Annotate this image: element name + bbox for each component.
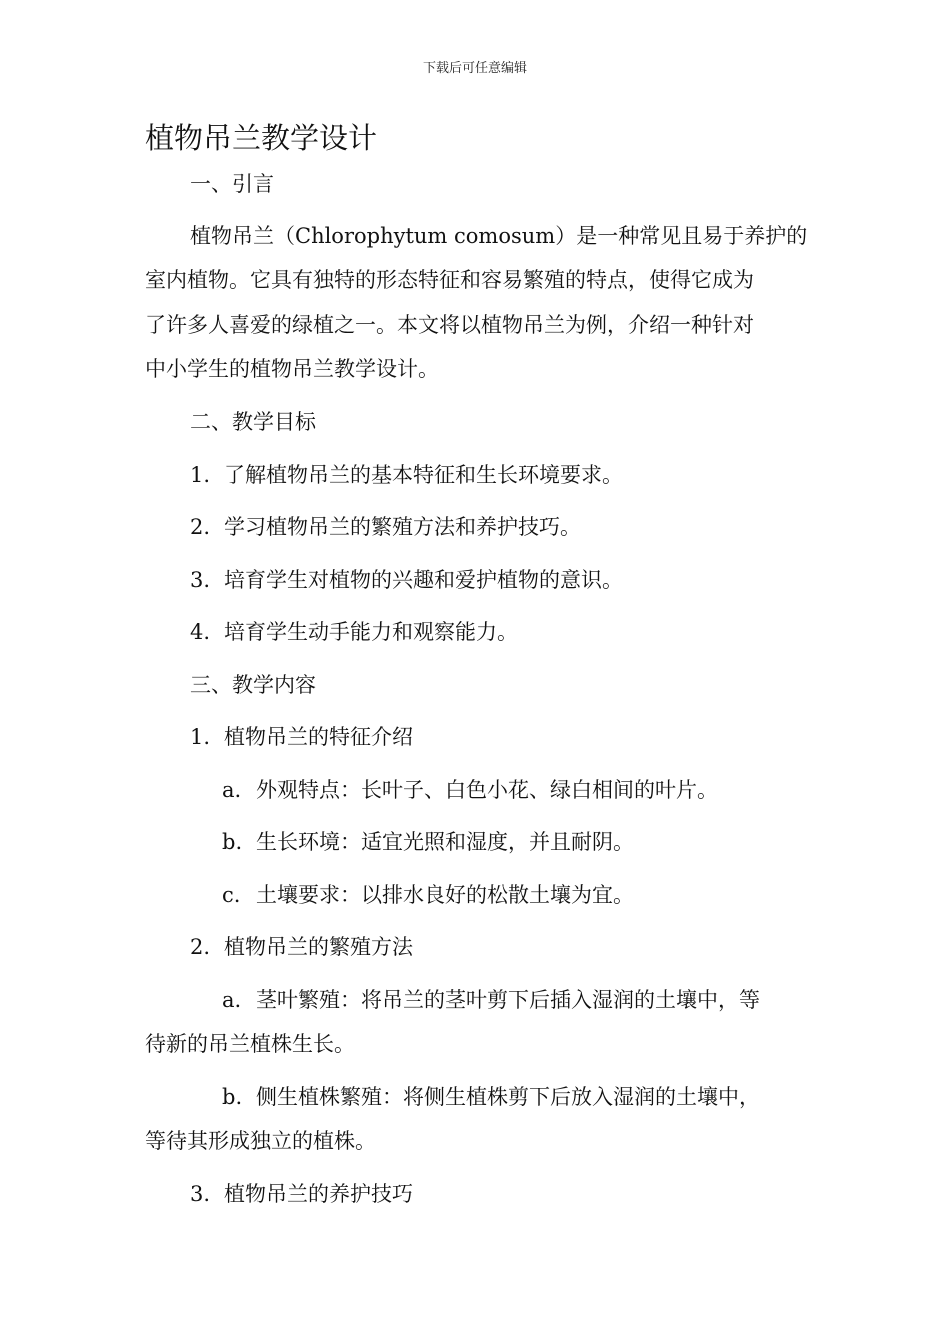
content-text: 植物吊兰的特征介绍	[224, 725, 413, 749]
intro-line-1: 植物吊兰（Chlorophytum comosum）是一种常见且易于养护的	[190, 224, 808, 248]
section-heading-intro: 一、引言	[190, 172, 274, 196]
feature-item-a	[222, 776, 718, 804]
propagation-text: 侧生植株繁殖：将侧生植株剪下后放入湿润的土壤中，	[256, 1085, 760, 1109]
propagation-item-b-line-1	[222, 1083, 760, 1111]
content-number: 3.	[190, 1182, 211, 1206]
feature-item-c	[222, 881, 634, 909]
content-number: 1.	[190, 725, 211, 749]
content-item-3	[190, 1180, 413, 1208]
section-heading-content: 三、教学内容	[190, 673, 316, 697]
feature-letter: b.	[222, 830, 243, 854]
content-item-2	[190, 933, 413, 961]
goal-text: 培育学生动手能力和观察能力。	[224, 620, 518, 644]
goal-item-3	[190, 566, 623, 594]
feature-text: 外观特点：长叶子、白色小花、绿白相间的叶片。	[256, 778, 718, 802]
goal-text: 了解植物吊兰的基本特征和生长环境要求。	[224, 463, 623, 487]
propagation-item-b-line-2: 等待其形成独立的植株。	[145, 1129, 376, 1153]
goal-number: 2.	[190, 515, 211, 539]
goal-number: 3.	[190, 568, 211, 592]
propagation-text: 茎叶繁殖：将吊兰的茎叶剪下后插入湿润的土壤中，等	[256, 988, 760, 1012]
content-text: 植物吊兰的养护技巧	[224, 1182, 413, 1206]
intro-line-4: 中小学生的植物吊兰教学设计。	[145, 357, 439, 381]
intro-line-2: 室内植物。它具有独特的形态特征和容易繁殖的特点，使得它成为	[145, 268, 754, 292]
goal-text: 学习植物吊兰的繁殖方法和养护技巧。	[224, 515, 581, 539]
content-item-1	[190, 723, 413, 751]
feature-text: 土壤要求：以排水良好的松散土壤为宜。	[256, 883, 634, 907]
propagation-item-a-line-2: 待新的吊兰植株生长。	[145, 1032, 355, 1056]
goal-text: 培育学生对植物的兴趣和爱护植物的意识。	[224, 568, 623, 592]
content-text: 植物吊兰的繁殖方法	[224, 935, 413, 959]
feature-letter: c.	[222, 883, 241, 907]
feature-item-b	[222, 828, 634, 856]
feature-letter: a.	[222, 778, 242, 802]
propagation-letter: a.	[222, 988, 242, 1012]
page-title: 植物吊兰教学设计	[145, 121, 378, 155]
intro-line-3: 了许多人喜爱的绿植之一。本文将以植物吊兰为例，介绍一种针对	[145, 313, 754, 337]
goal-item-4	[190, 618, 518, 646]
propagation-letter: b.	[222, 1085, 243, 1109]
goal-item-2	[190, 513, 581, 541]
goal-number: 1.	[190, 463, 211, 487]
header-note: 下载后可任意编辑	[422, 61, 527, 76]
feature-text: 生长环境：适宜光照和湿度，并且耐阴。	[256, 830, 634, 854]
content-number: 2.	[190, 935, 211, 959]
propagation-item-a-line-1	[222, 986, 760, 1014]
goal-item-1	[190, 461, 623, 489]
section-heading-goals: 二、教学目标	[190, 410, 316, 434]
goal-number: 4.	[190, 620, 211, 644]
